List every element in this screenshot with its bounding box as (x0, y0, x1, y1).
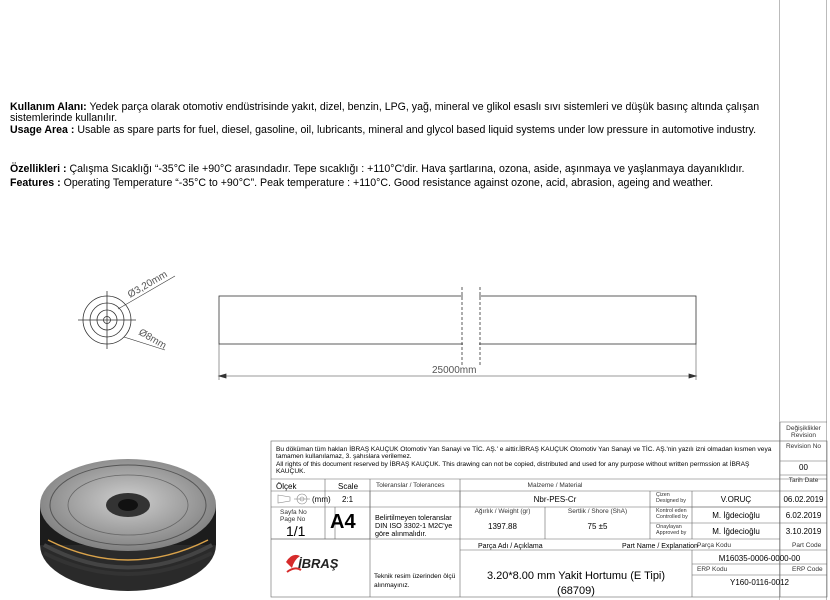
erp-label-tr: ERP Kodu (697, 566, 728, 573)
scale-unit: (mm) (312, 495, 331, 504)
approved-date: 3.10.2019 (785, 527, 822, 536)
features-en-text: Operating Temperature “-35°C to +90°C”. Peak temperature : +110°C. Good resistance against ozone, acid, abrasion, ageing and weather. (63, 177, 714, 189)
material-label: Malzeme / Material (527, 482, 583, 489)
tolerance-note: Belirtilmeyen toleranslar DIN ISO 3302-1 M2C'ye göre alınmalıdır. (375, 513, 453, 538)
outer-diameter-label: Ø8mm (136, 327, 168, 352)
erp-label-en: ERP Code (792, 566, 823, 573)
revision-header: Değişiklikler Revision (786, 425, 821, 439)
part-code-value: M16035-0006-0000-00 (718, 554, 801, 563)
part-code-label-en: Part Code (792, 542, 822, 549)
hose-spool-image (38, 445, 218, 595)
weight-label: Ağırlık / Weight (gr) (474, 508, 531, 515)
part-code-label-tr: Parça Kodu (697, 542, 731, 549)
approved-label: Onaylayan Approved by (656, 524, 687, 536)
tech-note: Teknik resim üzerinden ölçü alınmayınız. (374, 573, 456, 589)
checked-label: Kontrol eden Controlled by (656, 508, 688, 520)
drawn-date: 06.02.2019 (783, 495, 824, 504)
scale-value: 2:1 (342, 495, 354, 504)
features-en-label: Features : (10, 177, 61, 189)
usage-en-text: Usable as spare parts for fuel, diesel, gasoline, oil, lubricants, mineral and glycol based liquid systems under low pressure in automotive industry. (77, 124, 757, 136)
copyright-en: All rights of this document reserved by İBRAŞ KAUÇUK. This drawing can not be copied, distributed and used for any purpose without written permssion at İBRAŞ KAUÇUK. (276, 461, 750, 475)
drawn-by: V.ORUÇ (720, 495, 752, 504)
usage-tr-text: Yedek parça olarak otomotiv endüstrisinde yakıt, dizel, benzin, LPG, yağ, mineral ve glikol esaslı sıvı sistemleri ve düşük basınç altında çalışan sistemlerinde kullanılır. (10, 101, 760, 124)
page-value: 1/1 (286, 523, 306, 539)
inner-diameter-label: Ø3,20mm (126, 269, 170, 301)
weight-value: 1397.88 (488, 522, 517, 531)
date-label: Tarih Date (788, 477, 819, 484)
olcek-label: Ölçek (276, 482, 297, 491)
revision-no-label: Revision No (785, 443, 822, 450)
features-tr-label: Özellikleri : (10, 163, 67, 175)
length-label: 25000mm (432, 365, 477, 376)
approved-by: M. İğdecioğlu (712, 527, 760, 536)
copyright-tr: Bu döküman tüm hakları İBRAŞ KAUÇUK Otomotiv Yan Sanayi ve TİC. AŞ.' e aittir.İBRAŞ KAUÇUK Otomotiv Yan Sanayi ve TİC. AŞ.'nin yazılı izni olmadan kısmen veya tamamen kullanılamaz, 3. şahıslara verilemez. (276, 446, 772, 460)
drawn-label: Çizen Designed by (656, 492, 686, 504)
projection-icon (278, 494, 310, 504)
part-name-value: 3.20*8.00 mm Yakit Hortumu (E Tipi) (486, 570, 666, 582)
hardness-value: 75 ±5 (587, 522, 608, 531)
revision-no: 00 (799, 463, 808, 472)
features-tr-text: Çalışma Sıcaklığı “-35°C ile +90°C arasındadır. Tepe sıcaklığı : +110°C'dir. Hava şartlarına, ozona, aside, aşınmaya ve yaşlanmaya dayanıklıdır. (69, 163, 745, 175)
tolerances-label: Toleranslar / Tolerances (376, 482, 445, 489)
scale-label: Scale (338, 482, 359, 491)
usage-tr-label: Kullanım Alanı: (10, 101, 87, 113)
checked-by: M. İğdecioğlu (712, 511, 760, 520)
part-number-value: (68709) (557, 585, 595, 597)
hardness-label: Sertlik / Shore (ShA) (567, 508, 628, 515)
checked-date: 6.02.2019 (785, 511, 822, 520)
material-value: Nbr-PES-Cr (533, 495, 577, 504)
usage-en-label: Usage Area : (10, 124, 75, 136)
page-label: Sayfa No Page No (280, 509, 307, 523)
erp-code-value: Y160-0116-0012 (729, 578, 789, 587)
part-name-label-en: Part Name / Explanation (622, 543, 698, 550)
paper-size: A4 (330, 511, 356, 533)
part-name-label-tr: Parça Adı / Açıklama (478, 543, 543, 550)
company-logo: İBRAŞ (298, 556, 339, 571)
